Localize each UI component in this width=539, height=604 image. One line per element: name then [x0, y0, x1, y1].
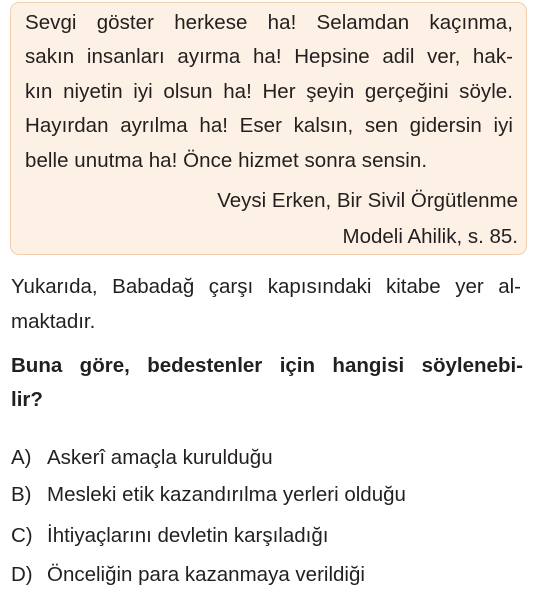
quote-source-line: Veysi Erken, Bir Sivil Örgütlenme — [217, 189, 518, 212]
body-text-line: maktadır. — [11, 310, 96, 333]
quote-line: kın niyetin iyi olsun ha! Her şeyin gerçeğini söyle. — [25, 80, 513, 103]
option-letter: A) — [11, 446, 32, 469]
option-letter: D) — [11, 563, 33, 586]
option-letter: B) — [11, 483, 32, 506]
quote-line: Hayırdan ayrılma ha! Eser kalsın, sen gidersin iyi — [25, 114, 513, 137]
option-text: Askerî amaçla kurulduğu — [47, 446, 273, 469]
quote-line: belle unutma ha! Önce hizmet sonra sensin. — [25, 149, 428, 172]
quote-source-line: Modeli Ahilik, s. 85. — [342, 225, 518, 248]
option-c[interactable] — [11, 524, 328, 548]
option-text: Mesleki etik kazandırılma yerleri olduğu — [47, 483, 406, 506]
quote-box — [10, 2, 527, 255]
option-text: İhtiyaçlarını devletin karşıladığı — [47, 524, 329, 547]
body-text-line: Yukarıda, Babadağ çarşı kapısındaki kitabe yer al- — [11, 275, 521, 298]
option-d[interactable] — [11, 563, 365, 587]
option-a[interactable] — [11, 446, 273, 470]
question-line: lir? — [11, 388, 43, 411]
quote-line: Sevgi göster herkese ha! Selamdan kaçınma, — [25, 11, 513, 34]
option-b[interactable] — [11, 483, 406, 507]
option-letter: C) — [11, 524, 33, 547]
option-text: Önceliğin para kazanmaya verildiği — [47, 563, 365, 586]
question-line: Buna göre, bedestenler için hangisi söylenebi- — [11, 354, 523, 377]
quote-line: sakın insanları ayırma ha! Hepsine adil ver, hak- — [25, 45, 513, 68]
